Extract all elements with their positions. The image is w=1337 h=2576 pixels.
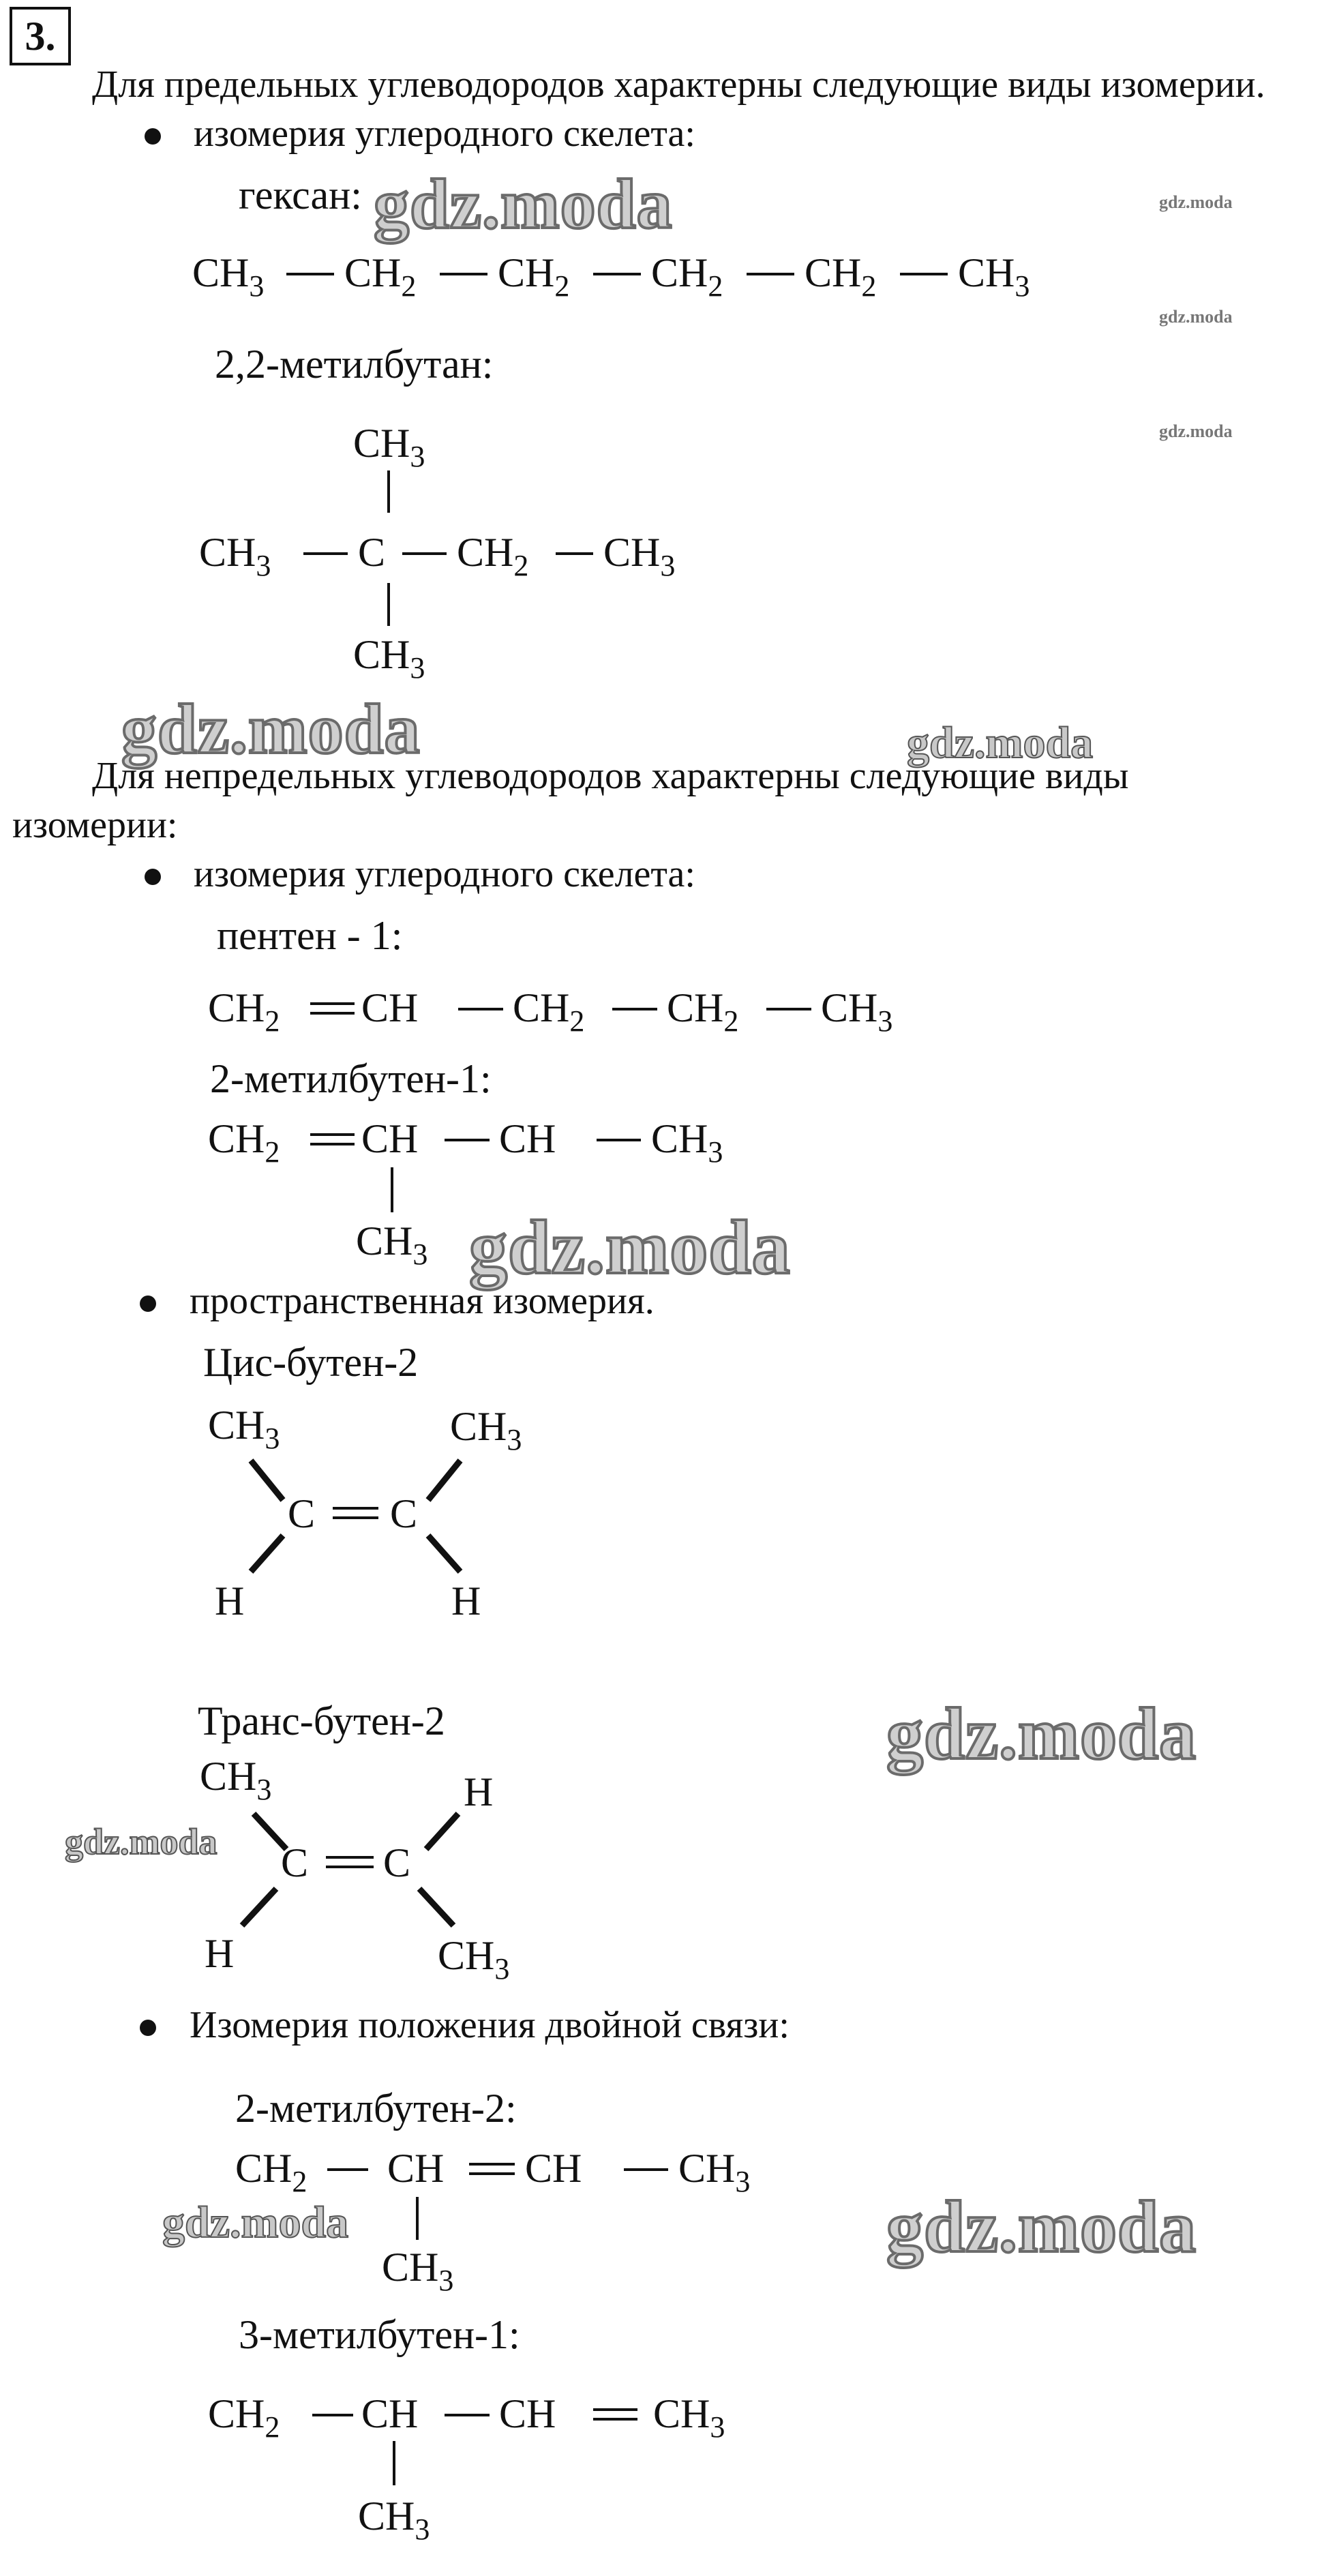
svg-text:CH3: $CH_3$ bbox=[653, 2391, 725, 2444]
svg-text:CH3: $CH_3$ bbox=[353, 632, 425, 685]
bullet-dot bbox=[145, 869, 161, 885]
watermark-small: gdz.moda bbox=[1159, 421, 1233, 441]
svg-text:CH2: $CH_2$ bbox=[208, 1116, 280, 1169]
svg-text:CH3: $CH_3$ bbox=[438, 1933, 510, 1986]
label-pentene-1: пентен - 1: bbox=[217, 913, 403, 958]
svg-text:CH3: $CH_3$ bbox=[200, 1754, 272, 1806]
watermark-small: gdz.moda bbox=[1159, 192, 1233, 212]
svg-text:C: C bbox=[390, 1491, 418, 1536]
intro-saturated: Для предельных углеводородов характерны следующие виды изомерии. bbox=[92, 63, 1265, 106]
bullet-skeleton-1: изомерия углеродного скелета: bbox=[194, 113, 695, 155]
label-dimethylbutane: 2,2-метилбутан: bbox=[215, 342, 494, 387]
svg-text:CH3: $CH_3$ bbox=[382, 2245, 454, 2297]
watermark: gdz.moda bbox=[374, 165, 673, 243]
label-hexane: гексан: bbox=[239, 173, 362, 218]
label-2-methylbutene-1: 2-метилбутен-1: bbox=[210, 1056, 492, 1101]
watermark-medium: gdz.moda bbox=[907, 718, 1094, 768]
svg-text:CH: CH bbox=[499, 1116, 556, 1161]
svg-text:CH3: $CH_3$ bbox=[958, 250, 1030, 303]
watermark: gdz.moda bbox=[121, 690, 421, 768]
watermark-small: gdz.moda bbox=[1159, 307, 1233, 327]
svg-text:C: C bbox=[288, 1491, 316, 1536]
bullet-dot bbox=[140, 2020, 156, 2036]
svg-text:CH2: $CH_2$ bbox=[513, 985, 585, 1038]
label-cis-butene-2: Цис-бутен-2 bbox=[203, 1340, 419, 1385]
svg-text:CH3: $CH_3$ bbox=[358, 2493, 430, 2546]
svg-text:CH: CH bbox=[499, 2391, 556, 2436]
intro-unsaturated-line2: изомерии: bbox=[12, 804, 178, 846]
svg-text:CH: CH bbox=[361, 985, 419, 1030]
svg-text:H: H bbox=[205, 1931, 235, 1976]
task-number: 3. bbox=[10, 7, 71, 65]
svg-text:CH: CH bbox=[361, 1116, 419, 1161]
watermark-medium: gdz.moda bbox=[162, 2198, 349, 2247]
watermark: gdz.moda bbox=[886, 2187, 1197, 2268]
svg-text:H: H bbox=[215, 1578, 245, 1623]
svg-text:CH2: $CH_2$ bbox=[235, 2146, 307, 2198]
svg-text:CH2: $CH_2$ bbox=[667, 985, 739, 1038]
label-2-methylbutene-2: 2-метилбутен-2: bbox=[235, 2086, 517, 2131]
svg-text:CH2: $CH_2$ bbox=[457, 530, 529, 582]
svg-text:CH3: $CH_3$ bbox=[353, 421, 425, 473]
intro-unsaturated-line1: Для непредельных углеводородов характерны следующие виды bbox=[92, 755, 1129, 797]
svg-text:CH2: $CH_2$ bbox=[208, 2391, 280, 2444]
bullet-dot bbox=[140, 1296, 156, 1312]
svg-text:CH2: $CH_2$ bbox=[805, 250, 877, 303]
watermark: gdz.moda bbox=[469, 1205, 791, 1290]
svg-text:H: H bbox=[464, 1769, 494, 1814]
svg-text:C: C bbox=[281, 1840, 309, 1885]
svg-text:CH3: $CH_3$ bbox=[199, 530, 271, 582]
svg-text:CH3: $CH_3$ bbox=[821, 985, 893, 1038]
svg-text:CH3: $CH_3$ bbox=[678, 2146, 751, 2198]
label-3-methylbutene-1: 3-метилбутен-1: bbox=[239, 2312, 520, 2357]
label-trans-butene-2: Транс-бутен-2 bbox=[198, 1698, 445, 1743]
svg-text:CH3: $CH_3$ bbox=[450, 1404, 522, 1456]
svg-text:CH3: $CH_3$ bbox=[192, 250, 265, 303]
svg-text:CH3: $CH_3$ bbox=[356, 1218, 428, 1271]
svg-text:CH2: $CH_2$ bbox=[651, 250, 723, 303]
svg-text:CH: CH bbox=[361, 2391, 419, 2436]
svg-text:C: C bbox=[358, 530, 386, 575]
svg-text:CH: CH bbox=[387, 2146, 445, 2191]
bullet-double-bond: Изомерия положения двойной связи: bbox=[190, 2004, 790, 2046]
svg-text:CH3: $CH_3$ bbox=[208, 1403, 280, 1455]
svg-text:CH2: $CH_2$ bbox=[344, 250, 417, 303]
svg-text:C: C bbox=[383, 1840, 411, 1885]
bullet-skeleton-2: изомерия углеродного скелета: bbox=[194, 853, 695, 895]
svg-text:H: H bbox=[451, 1578, 481, 1623]
svg-text:CH2: $CH_2$ bbox=[208, 985, 280, 1038]
svg-text:CH3: $CH_3$ bbox=[651, 1116, 723, 1169]
svg-text:CH3: $CH_3$ bbox=[603, 530, 676, 582]
bullet-spatial: пространственная изомерия. bbox=[190, 1280, 655, 1322]
watermark: gdz.moda bbox=[886, 1694, 1197, 1775]
svg-text:CH2: $CH_2$ bbox=[498, 250, 570, 303]
svg-text:CH: CH bbox=[525, 2146, 582, 2191]
watermark-medium: gdz.moda bbox=[65, 1821, 217, 1862]
